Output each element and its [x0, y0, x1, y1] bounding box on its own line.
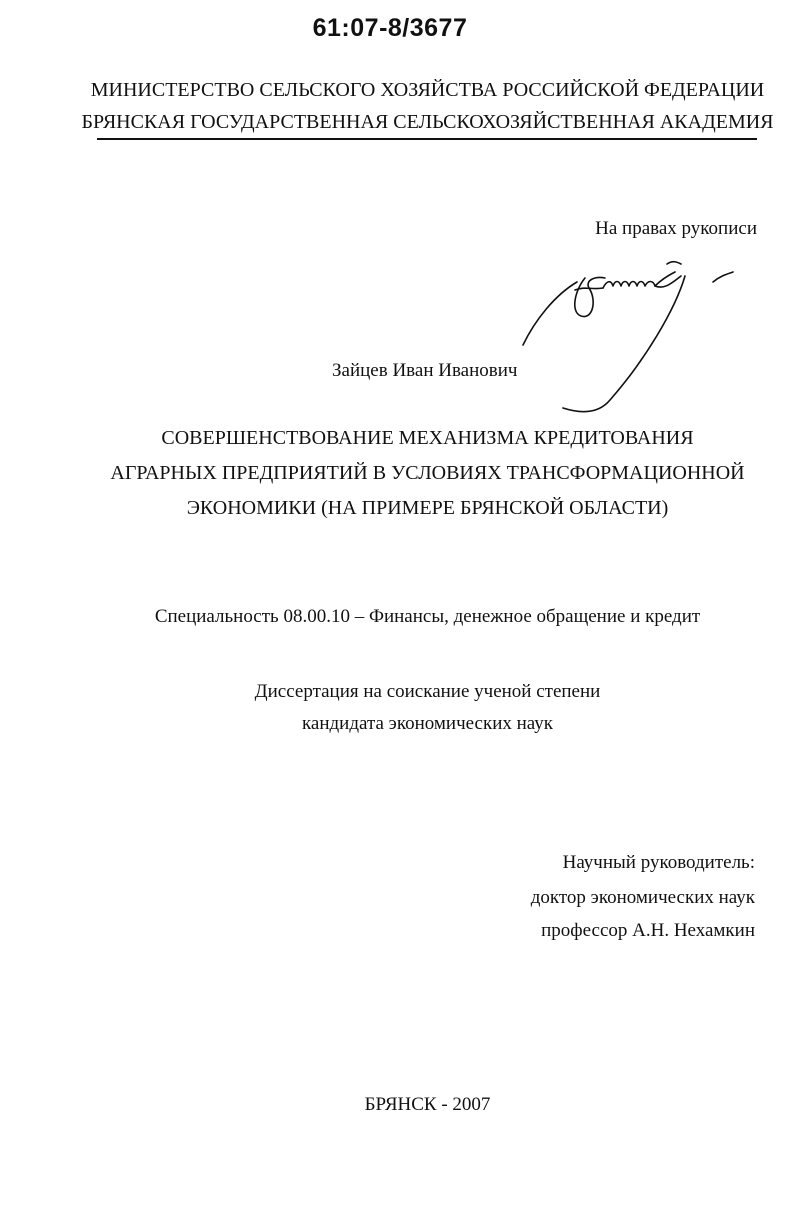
- supervisor-degree: доктор экономических наук: [530, 887, 755, 908]
- city-year: БРЯНСК - 2007: [364, 1094, 491, 1115]
- manuscript-note: На правах рукописи: [595, 218, 757, 239]
- academy-name: БРЯНСКАЯ ГОСУДАРСТВЕННАЯ СЕЛЬСКОХОЗЯЙСТВЕННАЯ АКАДЕМИЯ: [81, 111, 774, 133]
- dissertation-title-line-3: ЭКОНОМИКИ (НА ПРИМЕРЕ БРЯНСКОЙ ОБЛАСТИ): [186, 497, 669, 519]
- academic-degree: кандидата экономических наук: [301, 713, 554, 734]
- header-divider: [97, 138, 757, 140]
- specialty-line: Специальность 08.00.10 – Финансы, денежное обращение и кредит: [154, 606, 701, 627]
- author-name: Зайцев Иван Иванович: [332, 360, 518, 381]
- dissertation-title-line-2: АГРАРНЫХ ПРЕДПРИЯТИЙ В УСЛОВИЯХ ТРАНСФОРМАЦИОННОЙ: [110, 462, 745, 484]
- supervisor-name: профессор А.Н. Нехамкин: [541, 920, 755, 941]
- ministry-name: МИНИСТЕРСТВО СЕЛЬСКОГО ХОЗЯЙСТВА РОССИЙСКОЙ ФЕДЕРАЦИИ: [90, 79, 765, 101]
- dissertation-title-line-1: СОВЕРШЕНСТВОВАНИЕ МЕХАНИЗМА КРЕДИТОВАНИЯ: [161, 427, 694, 449]
- dissertation-purpose: Диссертация на соискание ученой степени: [254, 681, 601, 702]
- signature-image: [515, 250, 755, 420]
- catalog-code: 61:07-8/3677: [312, 14, 468, 42]
- supervisor-label: Научный руководитель:: [562, 852, 755, 873]
